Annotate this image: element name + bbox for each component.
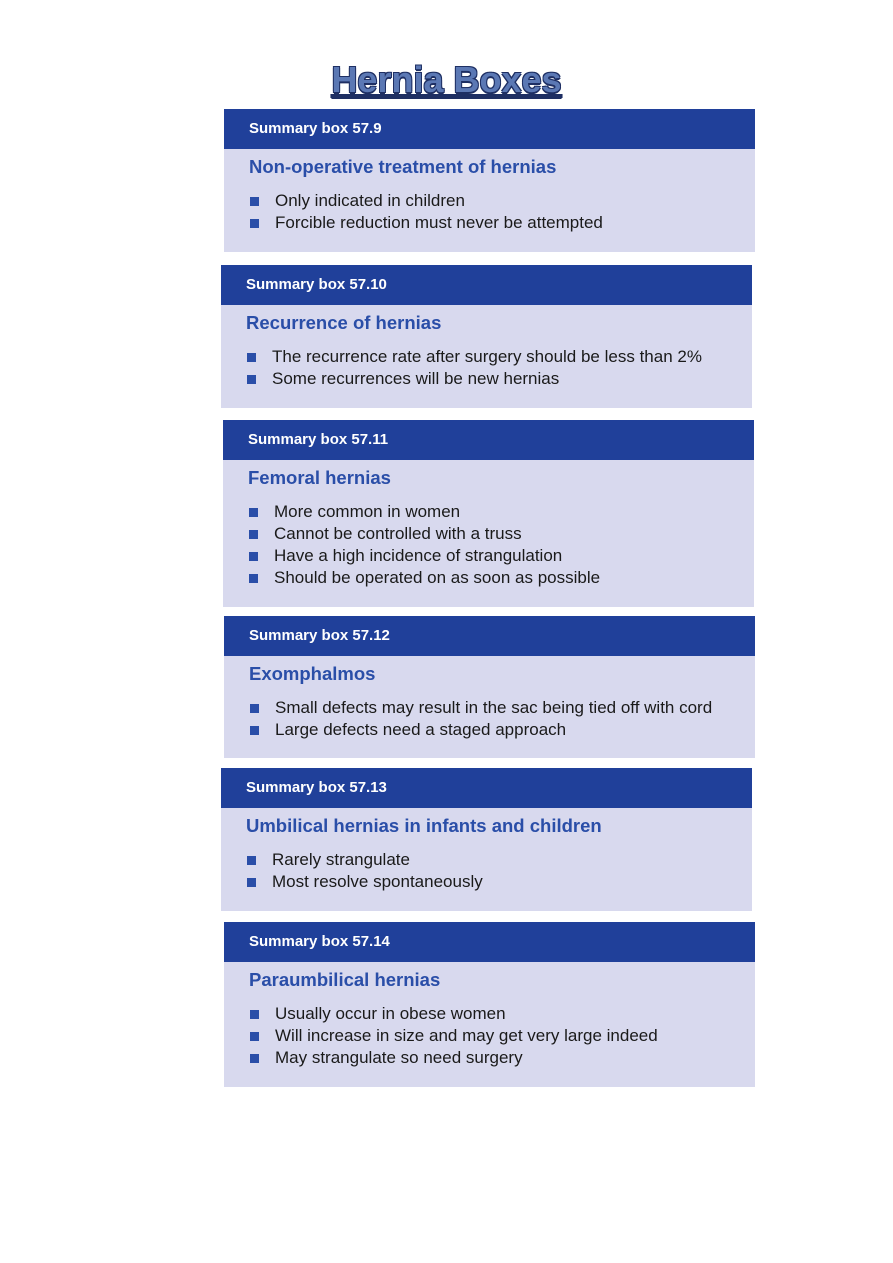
bullet-list xyxy=(224,1003,755,1069)
bullet-list xyxy=(221,346,752,390)
box-title: Paraumbilical hernias xyxy=(249,969,441,990)
box-label: Summary box 57.13 xyxy=(221,768,752,808)
list-item-text: May strangulate so need surgery xyxy=(275,1048,523,1067)
bullet-list xyxy=(224,190,755,234)
box-title: Umbilical hernias in infants and children xyxy=(246,815,602,836)
box-title: Exomphalmos xyxy=(249,663,376,684)
list-item-text: Most resolve spontaneously xyxy=(272,872,483,891)
square-bullet-icon xyxy=(250,726,259,735)
box-label: Summary box 57.9 xyxy=(224,109,755,149)
square-bullet-icon xyxy=(247,878,256,887)
list-item xyxy=(249,719,755,741)
list-item xyxy=(249,1047,755,1069)
square-bullet-icon xyxy=(250,1010,259,1019)
list-item xyxy=(248,567,754,589)
square-bullet-icon xyxy=(250,197,259,206)
square-bullet-icon xyxy=(247,856,256,865)
summary-box-57-14 xyxy=(224,922,755,1087)
list-item xyxy=(249,1025,755,1047)
summary-box-57-13 xyxy=(221,768,752,911)
bullet-list xyxy=(224,697,755,741)
square-bullet-icon xyxy=(249,574,258,583)
list-item xyxy=(249,697,755,719)
summary-box-57-12 xyxy=(224,616,755,758)
bullet-list xyxy=(223,501,754,589)
summary-box-57-10 xyxy=(221,265,752,408)
summary-box-57-11 xyxy=(223,420,754,607)
square-bullet-icon xyxy=(247,353,256,362)
list-item-text: Will increase in size and may get very large indeed xyxy=(275,1026,658,1045)
list-item-text: Forcible reduction must never be attempted xyxy=(275,213,603,232)
list-item xyxy=(249,1003,755,1025)
list-item xyxy=(246,346,752,368)
square-bullet-icon xyxy=(249,530,258,539)
square-bullet-icon xyxy=(250,1054,259,1063)
list-item xyxy=(249,190,755,212)
box-title: Recurrence of hernias xyxy=(246,312,442,333)
list-item-text: Have a high incidence of strangulation xyxy=(274,546,563,565)
list-item xyxy=(246,849,752,871)
list-item-text: Only indicated in children xyxy=(275,191,465,210)
list-item xyxy=(248,501,754,523)
summary-box-57-9 xyxy=(224,109,755,252)
page-title: Hernia Boxes xyxy=(331,59,562,100)
square-bullet-icon xyxy=(249,508,258,517)
list-item-text: Some recurrences will be new hernias xyxy=(272,369,560,388)
list-item xyxy=(248,523,754,545)
box-title: Non-operative treatment of hernias xyxy=(249,156,557,177)
square-bullet-icon xyxy=(250,1032,259,1041)
box-label: Summary box 57.11 xyxy=(223,420,754,460)
list-item-text: Small defects may result in the sac being tied off with cord xyxy=(275,698,713,717)
list-item-text: Large defects need a staged approach xyxy=(275,720,567,739)
box-label: Summary box 57.12 xyxy=(224,616,755,656)
list-item xyxy=(249,212,755,234)
square-bullet-icon xyxy=(250,704,259,713)
box-label: Summary box 57.14 xyxy=(224,922,755,962)
list-item xyxy=(246,871,752,893)
list-item-text: Rarely strangulate xyxy=(272,850,410,869)
list-item-text: More common in women xyxy=(274,502,461,521)
square-bullet-icon xyxy=(247,375,256,384)
list-item-text: Cannot be controlled with a truss xyxy=(274,524,522,543)
square-bullet-icon xyxy=(249,552,258,561)
box-label: Summary box 57.10 xyxy=(221,265,752,305)
box-title: Femoral hernias xyxy=(248,467,391,488)
list-item-text: The recurrence rate after surgery should be less than 2% xyxy=(272,347,702,366)
list-item-text: Should be operated on as soon as possible xyxy=(274,568,601,587)
square-bullet-icon xyxy=(250,219,259,228)
list-item-text: Usually occur in obese women xyxy=(275,1004,506,1023)
list-item xyxy=(248,545,754,567)
bullet-list xyxy=(221,849,752,893)
list-item xyxy=(246,368,752,390)
